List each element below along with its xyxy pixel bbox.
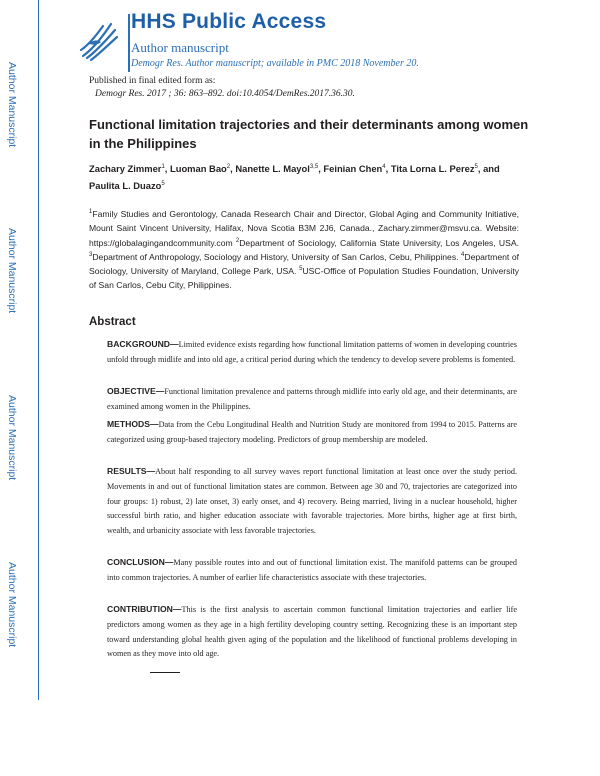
published-in-label: Published in final edited form as: — [89, 76, 216, 86]
hhs-title: HHS Public Access — [131, 10, 327, 33]
author-separator: , — [164, 163, 170, 174]
author-name: Nanette L. Mayol — [235, 163, 310, 174]
author-manuscript-sidebar — [0, 0, 39, 700]
citation-line: Demogr Res. 2017 ; 36: 863–892. doi:10.4054/DemRes.2017.36.30. — [95, 89, 355, 99]
abstract-text: Limited evidence exists regarding how functional limitation patterns of women in developing countries unfold through midlife and into old age, a critical period during which the tendency to develop severe problems is fomented. — [107, 340, 517, 364]
abstract-label: BACKGROUND— — [107, 339, 179, 349]
sidebar-label: Author Manuscript — [6, 395, 18, 481]
affiliation-text: Department of Anthropology, Sociology and History, University of San Carlos, Cebu, Philippines. — [92, 251, 462, 262]
abstract-background — [107, 337, 517, 368]
article-title: Functional limitation trajectories and their determinants among women in the Philippines — [89, 117, 529, 151]
hhs-header — [75, 6, 575, 70]
abstract-contribution — [107, 602, 517, 662]
abstract-text: Many possible routes into and out of functional limitation exist. The manifold patterns can be grouped into common trajectories. A number of earlier life characteristics associate with these trajectories. — [107, 558, 517, 582]
author-affiliation-marker: 4 — [382, 163, 386, 170]
abstract-heading: Abstract — [89, 316, 136, 328]
author-list — [89, 160, 529, 194]
abstract-label: OBJECTIVE— — [107, 386, 165, 396]
affiliation-text: Department of Sociology, University of Maryland, College Park, USA. — [89, 251, 519, 277]
affiliation-text: USC-Office of Population Studies Foundation, University of San Carlos, Cebu City, Philippines. — [89, 266, 520, 291]
author-separator: , — [230, 163, 236, 174]
affiliation-marker: 5 — [299, 266, 303, 273]
author-separator: , — [318, 163, 324, 174]
affiliations — [89, 207, 519, 293]
author-affiliation-marker: 2 — [226, 163, 231, 170]
abstract-text: This is the first analysis to ascertain common functional limitation trajectories and earlier life predictors among women as they age in a high fertility developing country setting. Recognizing these is an important step toward understanding global health given aging of the population and the likelihood of functional problems developing in women as they move into old age. — [107, 605, 517, 659]
affiliation-marker: 3 — [89, 252, 93, 259]
abstract-conclusion — [107, 555, 517, 586]
abstract-text: Data from the Cebu Longitudinal Health and Nutrition Study are monitored from 1994 to 2015. Patterns are categorized using group-based trajectory modeling. Predictors of group membership are modeled. — [107, 420, 517, 444]
abstract-label: CONTRIBUTION— — [107, 604, 182, 614]
author-name: Paulita L. Duazo — [89, 180, 162, 191]
author-name: Luoman Bao — [170, 163, 227, 174]
author-name: Tita Lorna L. Perez — [390, 163, 475, 174]
author-affiliation-marker: 5 — [474, 163, 478, 170]
author-affiliation-marker: 5 — [161, 180, 165, 187]
abstract-label: METHODS— — [107, 419, 159, 429]
header-divider — [128, 14, 130, 72]
sidebar-label: Author Manuscript — [6, 62, 18, 148]
sidebar-label: Author Manuscript — [6, 228, 18, 314]
author-name: Feinian Chen — [323, 163, 383, 174]
abstract-label: CONCLUSION— — [107, 557, 174, 567]
affiliation-text: Family Studies and Gerontology, Canada Research Chair and Director, Global Aging and Community Initiative, Mount Saint Vincent University, Halifax, Nova Scotia B3M 2J6, Canada., Zachary.zimmer@msvu.ca. Website: https://globalagingandcommunity.com — [89, 209, 519, 248]
author-affiliation-marker: 1 — [161, 163, 165, 170]
abstract-text: About half responding to all survey waves report functional limitation at least once over the study period. Movements in and out of functional limitation states are common. Between age 30 and 70, trajectories are categorized into four groups: 1) robust, 2) late onset, 3) early onset, and 4) recovery. Being married, living in a nuclear household, higher successful birth ratio, and higher education associate with favorable trajectories. More births, higher age at first birth, wealth, and urbanicity associate with less favorable trajectories. — [107, 467, 517, 536]
author-separator: , and — [477, 163, 500, 174]
author-name: Zachary Zimmer — [89, 163, 162, 174]
abstract-methods — [107, 417, 517, 448]
abstract-text: Functional limitation prevalence and patterns through midlife into early old age, and their determinants, are examined among women in the Philippines. — [107, 387, 517, 411]
author-affiliation-marker: 3,5 — [309, 163, 319, 170]
affiliation-text: Department of Sociology, California State University, Los Angeles, USA. — [239, 237, 519, 248]
affiliation-marker: 4 — [461, 252, 465, 259]
hhs-subtitle: Author manuscript — [131, 40, 229, 55]
abstract-label: RESULTS— — [107, 466, 156, 476]
availability-line: Demogr Res. Author manuscript; available in PMC 2018 November 20. — [131, 58, 419, 69]
affiliation-marker: 1 — [89, 209, 93, 216]
author-separator: , — [385, 163, 391, 174]
abstract-objective — [107, 384, 517, 415]
text-underline — [150, 672, 180, 673]
sidebar-label: Author Manuscript — [6, 562, 18, 648]
hhs-eagle-logo-icon — [75, 16, 121, 64]
affiliation-marker: 2 — [235, 237, 240, 244]
abstract-results — [107, 464, 517, 539]
